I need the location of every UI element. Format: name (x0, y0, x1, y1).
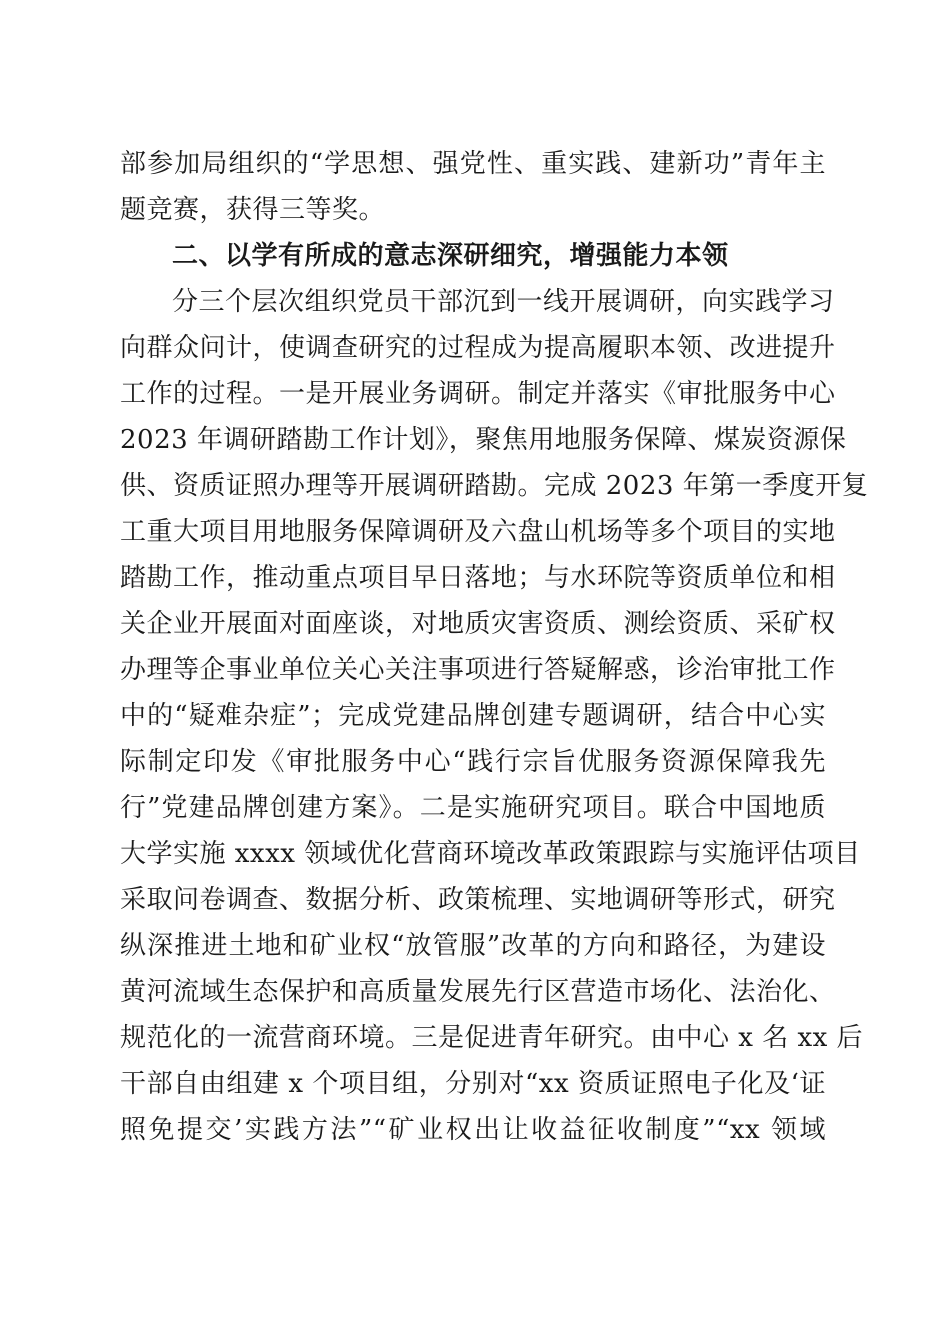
paragraph1-line: 题竞赛，获得三等奖。 (120, 195, 386, 225)
paragraph2-line: 行”党建品牌创建方案》。二是实施研究项目。联合中国地质 (120, 793, 826, 823)
paragraph2-line: 大学实施 xxxx 领域优化营商环境改革政策跟踪与实施评估项目 (120, 839, 861, 869)
paragraph2-line: 纵深推进土地和矿业权“放管服”改革的方向和路径，为建设 (120, 931, 826, 961)
paragraph2-line: 际制定印发《审批服务中心“践行宗旨优服务资源保障我先 (120, 747, 826, 777)
paragraph2-line: 工作的过程。一是开展业务调研。制定并落实《审批服务中心 (120, 379, 836, 409)
paragraph2-line: 照免提交’实践方法”“矿业权出让收益征收制度”“xx 领域 (120, 1115, 826, 1145)
paragraph2-line: 向群众问计，使调查研究的过程成为提高履职本领、改进提升 (120, 333, 836, 363)
paragraph1-line: 部参加局组织的“学思想、强党性、重实践、建新功”青年主 (120, 149, 826, 179)
paragraph2-line: 干部自由组建 x 个项目组，分别对“xx 资质证照电子化及‘证 (120, 1069, 826, 1099)
paragraph2-line: 供、资质证照办理等开展调研踏勘。完成 2023 年第一季度开复 (120, 471, 869, 501)
paragraph2-line: 中的“疑难杂症”；完成党建品牌创建专题调研，结合中心实 (120, 701, 826, 731)
paragraph2-line: 关企业开展面对面座谈，对地质灾害资质、测绘资质、采矿权 (120, 609, 836, 639)
paragraph2-line: 分三个层次组织党员干部沉到一线开展调研，向实践学习 (172, 287, 835, 317)
paragraph2-line: 2023 年调研踏勘工作计划》，聚焦用地服务保障、煤炭资源保 (120, 425, 847, 455)
paragraph2-line: 黄河流域生态保护和高质量发展先行区营造市场化、法治化、 (120, 977, 836, 1007)
paragraph2-line: 规范化的一流营商环境。三是促进青年研究。由中心 x 名 xx 后 (120, 1023, 864, 1053)
section-heading: 二、以学有所成的意志深研细究，增强能力本领 (172, 241, 729, 271)
paragraph2-line: 踏勘工作，推动重点项目早日落地；与水环院等资质单位和相 (120, 563, 836, 593)
paragraph2-line: 工重大项目用地服务保障调研及六盘山机场等多个项目的实地 (120, 517, 836, 547)
paragraph2-line: 办理等企事业单位关心关注事项进行答疑解惑，诊治审批工作 (120, 655, 836, 685)
paragraph2-line: 采取问卷调查、数据分析、政策梳理、实地调研等形式，研究 (120, 885, 836, 915)
